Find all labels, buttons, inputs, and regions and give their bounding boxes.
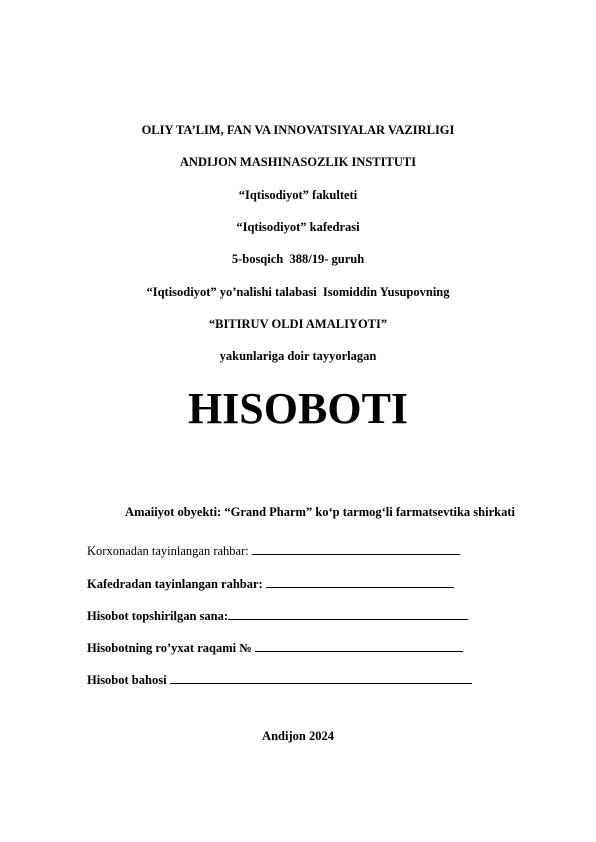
report-grade-field [87,672,472,688]
student-info: “Iqtisodiyot” yo’nalishi talabasi Isomiddin Yusupovning [146,285,450,299]
submission-date-label: Hisobot topshirilgan sana: [87,609,229,623]
report-grade-label: Hisobot bahosi [87,673,167,687]
prepared-note: yakunlariga doir tayyorlagan [219,349,377,363]
ministry-name: OLIY TA’LIM, FAN VA INNOVATSIYALAR VAZIRLIGI [141,123,455,137]
faculty-name: “Iqtisodiyot” fakulteti [238,188,358,202]
department-supervisor-label: Kafedradan tayinlangan rahbar: [87,577,263,591]
department-supervisor-blank [266,576,454,588]
registration-number-label: Hisobotning ro’yxat raqami № [87,641,252,655]
company-supervisor-field [87,543,460,559]
group-info: 5-bosqich 388/19- guruh [231,252,365,266]
department-supervisor-field [87,576,454,592]
submission-date-field [87,608,468,624]
city-year: Andijon 2024 [262,729,334,743]
practice-name: “BITIRUV OLDI AMALIYOTI” [208,317,388,331]
department-name: “Iqtisodiyot” kafedrasi [236,220,360,234]
institute-name: ANDIJON MASHINASOZLIK INSTITUTI [179,155,417,169]
registration-number-field [87,640,463,656]
report-title: HISOBOTI [187,384,409,433]
company-supervisor-label: Korxonadan tayinlangan rahbar: [87,544,249,558]
report-grade-blank [170,672,472,684]
practice-object: Amaiiyot obyekti: “Grand Pharm” ko‘p tarmog‘li farmatsevtika shirkati [125,505,515,519]
registration-number-blank [255,640,463,652]
company-supervisor-blank [252,543,460,555]
submission-date-blank [228,608,468,620]
